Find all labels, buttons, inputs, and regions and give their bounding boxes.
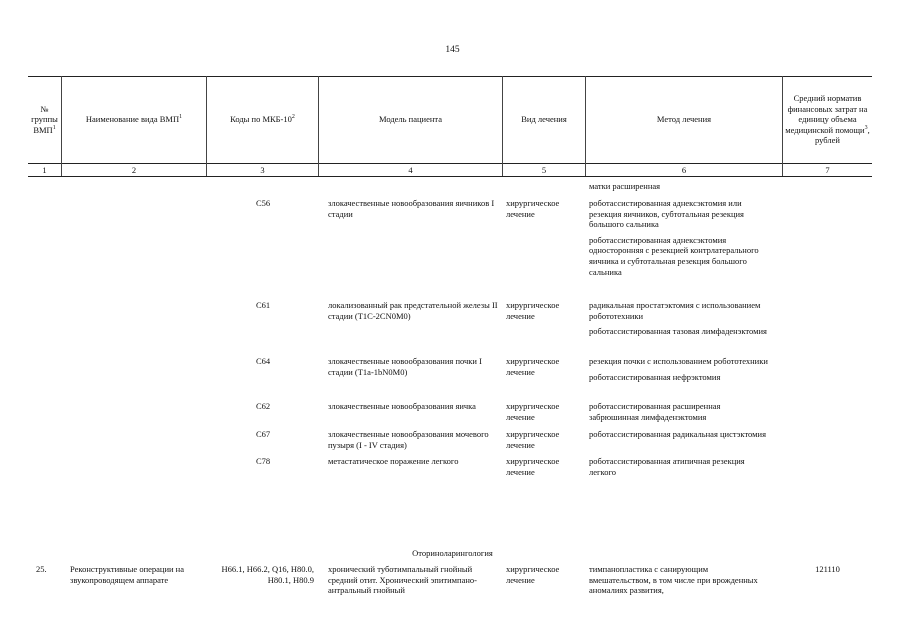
treatment-method: тимпанопластика с санирующим вмешательством, в том числе при врожденных аномалиях развития, [589,564,758,596]
column-number: 7 [825,165,830,175]
header-average-cost: Средний норматив финансовых затрат на единицу объема медицинской помощи$^3$, рублей [785,93,870,146]
treatment-methods [589,300,769,342]
header-treatment-type: Вид лечения [521,114,567,125]
treatment-method: роботассистированная атипичная резекция легкого [589,456,745,477]
treatment-method: роботассистированная нефрэктомия [589,371,721,382]
icd-code: C56 [256,198,271,208]
treatment-method: роботассистированная радикальная цистэктомия [589,429,766,439]
treatment-methods [589,401,769,427]
patient-model: злокачественные новообразования яичников I стадии [328,198,495,219]
icd-code: C78 [256,456,271,466]
column-number: 6 [681,165,687,175]
column-number: 1 [42,165,47,175]
patient-model: злокачественные новообразования яичка [328,401,476,411]
patient-model: локализованный рак предстательной железы II стадии (T1C-2CN0M0) [328,300,498,321]
treatment-method: роботассистированная аднексэктомия или резекция яичников, субтотальная резекция большого сальника [589,198,744,230]
treatment-type: хирургическое лечение [506,198,560,219]
treatment-method: роботассистированная расширенная забрюшинная лимфаденэктомия [589,401,721,422]
treatment-type: хирургическое лечение [506,356,560,377]
column-number: 5 [541,165,547,175]
header-group-number: № группы ВМП$^1$ [31,103,58,135]
treatment-type: хирургическое лечение [506,401,560,422]
average-cost: 121110 [815,564,840,574]
header-icd-codes: Коды по МКБ-$10^2$ [230,114,295,125]
section-title: Оториноларингология [412,548,493,558]
icd-code: C62 [256,401,271,411]
patient-model: метастатическое поражение легкого [328,456,459,466]
column-number: 2 [131,165,137,175]
treatment-type: хирургическое лечение [506,300,560,321]
page-number: 145 [445,45,460,55]
icd-codes: H66.1, H66.2, Q16, H80.0, H80.1, H80.9 [221,564,314,585]
treatment-methods [589,429,769,445]
treatment-type: хирургическое лечение [506,429,560,450]
column-number: 3 [260,165,265,175]
icd-code: C64 [256,356,271,366]
icd-code: C67 [256,429,271,439]
vmp-name: Реконструктивные операции на звукопроводящем аппарате [70,564,185,585]
method-continuation: матки расширенная [589,181,661,191]
header-vmp-name: Наименование вида ВМП$^1$ [85,114,183,125]
treatment-methods [589,456,769,482]
column-number: 4 [408,165,413,175]
treatment-type: хирургическое лечение [506,456,560,477]
treatment-method: резекция почки с использованием робототехники [589,356,768,366]
group-number: 25. [36,564,47,574]
icd-code: C61 [256,300,271,310]
patient-model: хронический туботимпальный гнойный средний отит. Хронический эпитимпано-антральный гнойный [328,564,477,596]
column-numbers-rule [28,176,872,177]
header-bottom-rule [28,163,872,164]
treatment-method: роботассистированная аднексэктомия односторонняя с резекцией контрлатерального яичника и субтотальная резекция большого сальника [589,234,759,277]
patient-model: злокачественные новообразования почки I стадии (T1a-1bN0M0) [328,356,482,377]
treatment-methods [589,356,769,387]
header-patient-model: Модель пациента [378,114,443,125]
treatment-methods [589,198,769,282]
treatment-method: радикальная простатэктомия с использованием робототехники [589,300,761,321]
treatment-type: хирургическое лечение [506,564,560,585]
header-treatment-method: Метод лечения [656,114,712,125]
treatment-method: роботассистированная тазовая лимфаденэктомия [589,326,767,337]
patient-model: злокачественные новообразования мочевого пузыря (I - IV стадия) [328,429,489,450]
